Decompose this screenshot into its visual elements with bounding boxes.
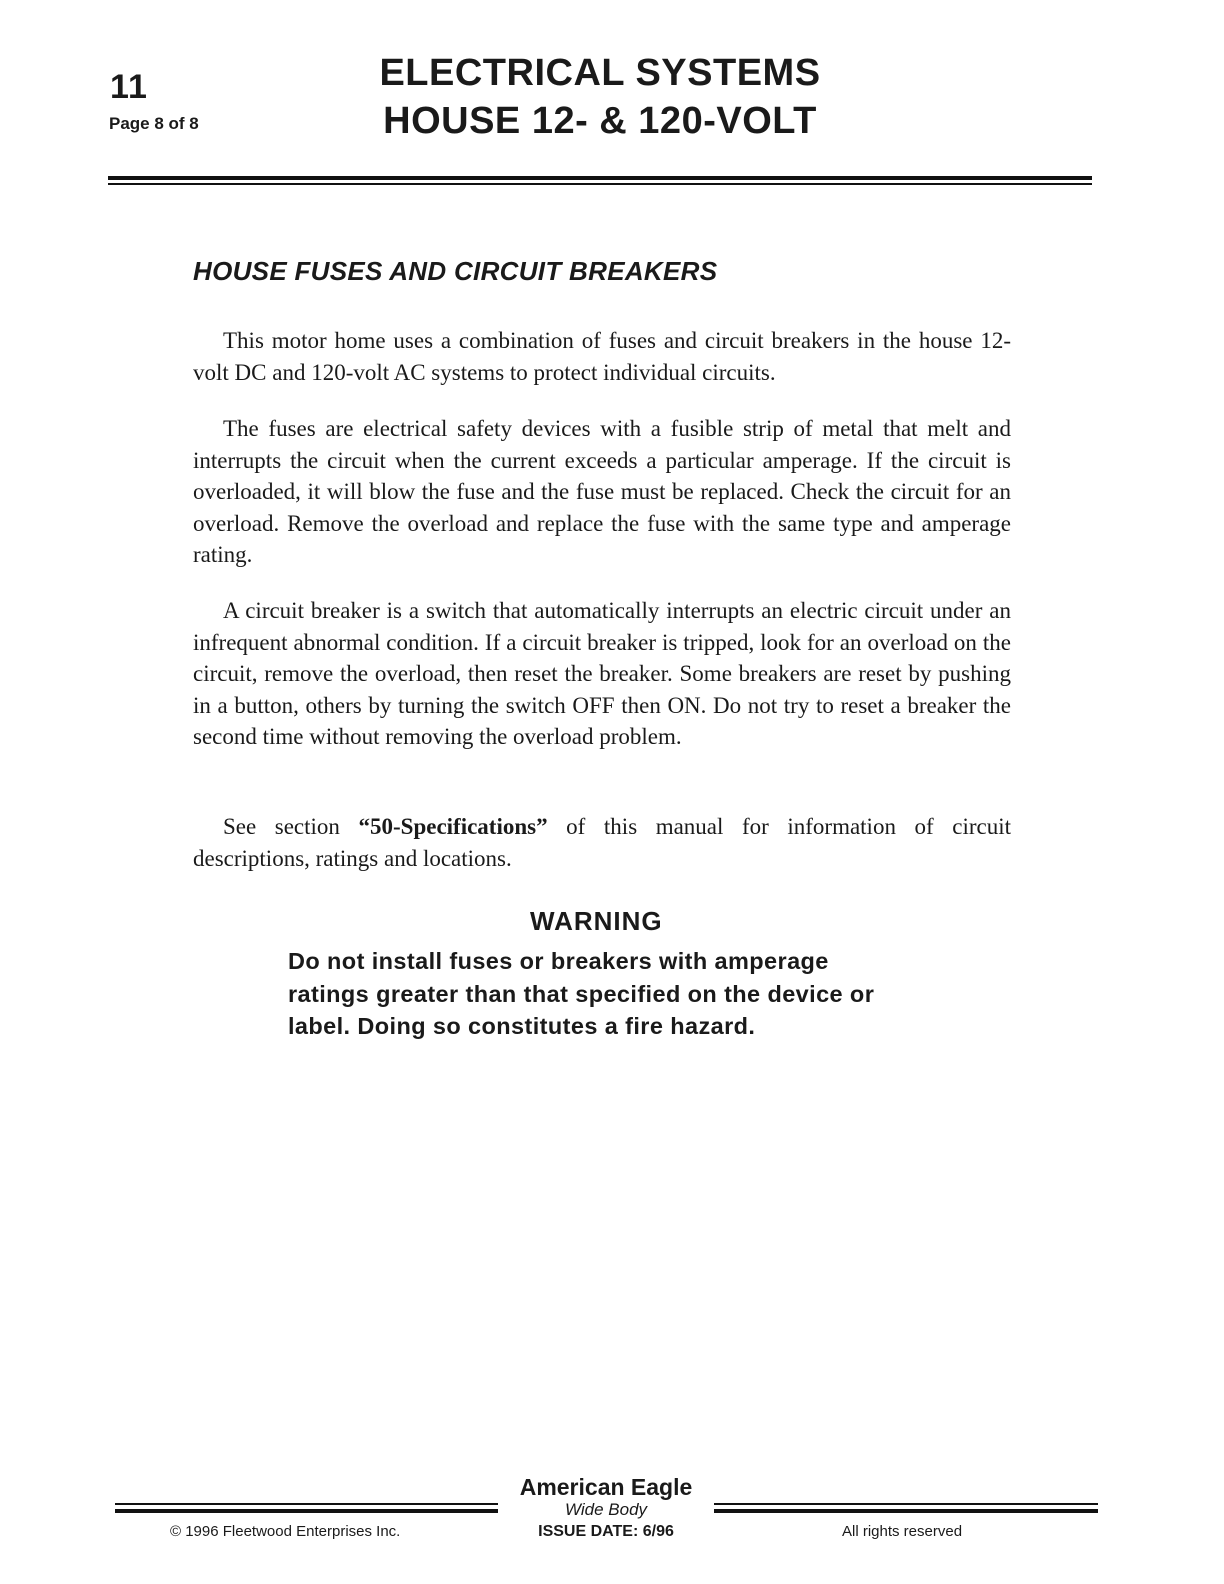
warning-text: Do not install fuses or breakers with amperage ratings greater than that specified on the device or label. Doing so constitutes a fire hazard. [288, 948, 875, 1039]
footer-copyright: © 1996 Fleetwood Enterprises Inc. [170, 1523, 401, 1540]
footer-rule-left-thick [115, 1509, 498, 1513]
see-section-suffix: of this manual for information of circuit descriptions, ratings and locations. [193, 814, 1011, 871]
footer-rule-left-thin [115, 1503, 498, 1505]
section-number: 11 [110, 68, 148, 106]
see-section-prefix: See section [223, 814, 359, 839]
footer-rule-right-thin [714, 1503, 1098, 1505]
paragraph-intro: This motor home uses a combination of fuses and circuit breakers in the house 12-volt DC and 120-volt AC systems to protect individual circuits. [193, 328, 1011, 385]
specifications-reference: “50-Specifications” [358, 814, 548, 839]
footer-model: Wide Body [564, 1500, 648, 1519]
header-rule-thin [108, 183, 1092, 185]
page-subtitle: HOUSE 12- & 120-VOLT [383, 100, 817, 142]
paragraph-see-section [193, 811, 1011, 874]
paragraph-fuses: The fuses are electrical safety devices with a fusible strip of metal that melt and interrupts the circuit when the current exceeds a particular amperage. If the circuit is overloaded, it will blow the fuse and the fuse must be replaced. Check the circuit for an overload. Remove the overload and replace the fuse with the same type and amperage rating. [193, 416, 1011, 567]
warning-title: WARNING [530, 906, 663, 936]
footer-brand: American Eagle [519, 1474, 693, 1500]
section-heading: HOUSE FUSES AND CIRCUIT BREAKERS [193, 256, 718, 286]
page-title: ELECTRICAL SYSTEMS [379, 52, 821, 94]
header-rule-thick [108, 176, 1092, 180]
paragraph-breakers: A circuit breaker is a switch that automatically interrupts an electric circuit under an infrequent abnormal condition. If a circuit breaker is tripped, look for an overload on the circuit, remove the overload, then reset the breaker. Some breakers are reset by pushing in a button, others by turning the switch OFF then ON. Do not try to reset a breaker the second time without removing the overload problem. [193, 598, 1011, 749]
page-label: Page 8 of 8 [109, 114, 199, 133]
footer-rights: All rights reserved [842, 1523, 963, 1540]
footer-issue-date: ISSUE DATE: 6/96 [538, 1523, 674, 1540]
footer-rule-right-thick [714, 1509, 1098, 1513]
